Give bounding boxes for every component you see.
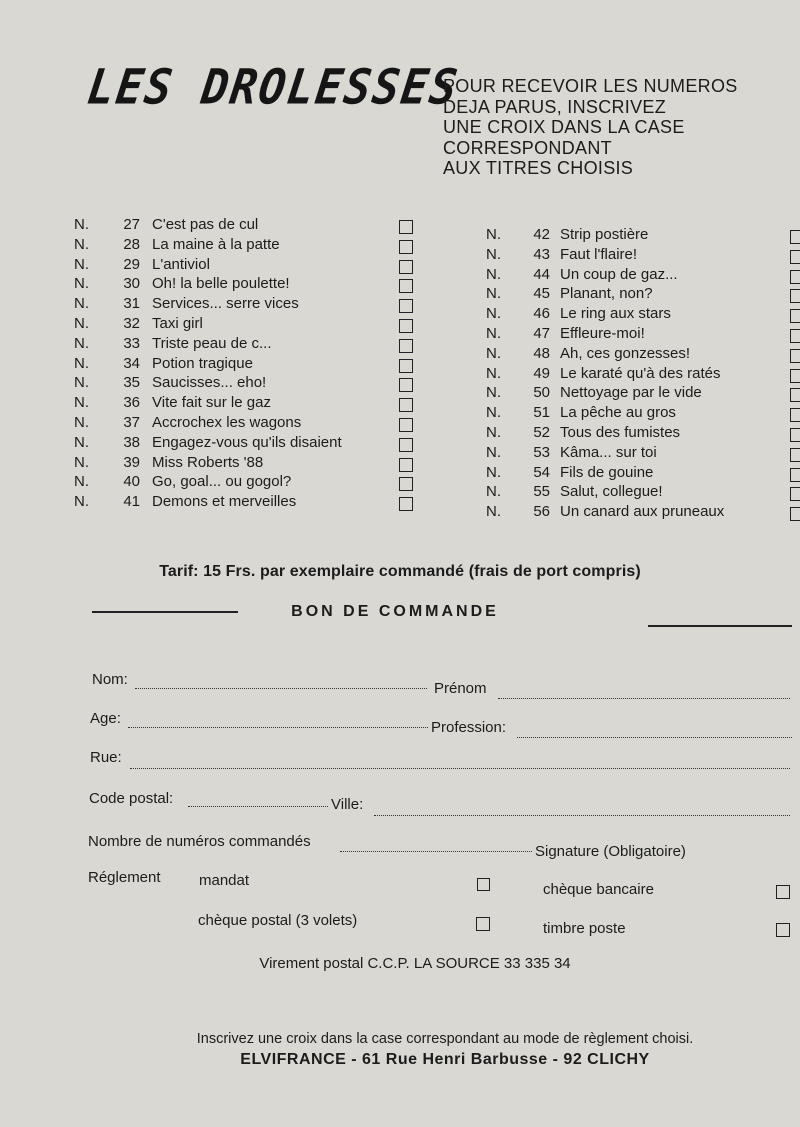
title-row [486, 483, 800, 503]
issue-number: 45 [533, 285, 550, 303]
issue-prefix: N. [486, 364, 501, 382]
issue-prefix: N. [486, 265, 501, 283]
virement-text: Virement postal C.C.P. LA SOURCE 33 335 34 [259, 955, 571, 972]
issue-number: 28 [123, 235, 140, 253]
divider [648, 625, 792, 627]
age-label: Age: [90, 710, 121, 727]
issue-number: 27 [123, 216, 140, 233]
issue-prefix: N. [74, 493, 89, 511]
issue-checkbox[interactable] [790, 230, 800, 244]
intro-text [443, 76, 793, 179]
title-row [74, 493, 414, 513]
issue-number: 41 [123, 493, 140, 511]
issue-checkbox[interactable] [399, 240, 413, 254]
issue-checkbox[interactable] [399, 339, 413, 353]
issue-prefix: N. [486, 503, 501, 521]
rue-field[interactable] [130, 768, 790, 769]
issue-prefix: N. [486, 305, 501, 323]
issue-prefix: N. [74, 433, 89, 451]
issue-prefix: N. [74, 334, 89, 352]
issue-prefix: N. [74, 295, 89, 313]
issue-number: 32 [123, 315, 140, 332]
issue-title: Nettoyage par le vide [560, 384, 702, 402]
issue-prefix: N. [486, 285, 501, 303]
issue-checkbox[interactable] [399, 418, 413, 432]
issue-checkbox[interactable] [399, 497, 413, 511]
nom-field[interactable] [135, 688, 427, 689]
intro-line: CORRESPONDANT [443, 137, 612, 158]
titles-list-left [74, 216, 414, 516]
intro-line: POUR RECEVOIR LES NUMEROS [443, 76, 738, 96]
issue-checkbox[interactable] [790, 468, 800, 482]
issue-number: 50 [533, 384, 550, 402]
reglement-label: Réglement [88, 869, 161, 886]
issue-prefix: N. [486, 483, 501, 501]
issue-title: Planant, non? [560, 285, 653, 303]
issue-checkbox[interactable] [790, 408, 800, 422]
issue-number: 37 [123, 414, 140, 431]
issue-title: La pêche au gros [560, 404, 676, 422]
issue-number: 49 [533, 364, 550, 382]
issue-checkbox[interactable] [790, 487, 800, 501]
ville-label: Ville: [331, 796, 364, 813]
issue-number: 33 [123, 334, 140, 352]
issue-number: 30 [123, 275, 140, 293]
issue-prefix: N. [486, 325, 501, 342]
issue-title: Potion tragique [152, 354, 253, 372]
title-row [486, 305, 800, 325]
issue-title: Oh! la belle poulette! [152, 275, 290, 293]
issue-checkbox[interactable] [790, 270, 800, 284]
title-row [486, 384, 800, 404]
title-row [486, 404, 800, 424]
issue-checkbox[interactable] [790, 349, 800, 363]
issue-title: Tous des fumistes [560, 424, 681, 441]
title-row [74, 256, 414, 276]
issue-prefix: N. [486, 226, 501, 243]
ville-field[interactable] [374, 815, 790, 816]
issue-number: 35 [123, 374, 140, 392]
intro-line: DEJA PARUS, INSCRIVEZ [443, 96, 667, 117]
title-row [74, 414, 414, 434]
age-field[interactable] [128, 727, 428, 728]
issue-title: Services... serre vices [152, 295, 299, 313]
issue-title: Demons et merveilles [152, 493, 297, 511]
issue-checkbox[interactable] [790, 428, 800, 442]
magazine-logo: LES DROLESSES [84, 59, 463, 116]
timbre-poste-checkbox[interactable] [776, 923, 790, 937]
issue-checkbox[interactable] [790, 369, 800, 383]
issue-number: 53 [533, 443, 550, 461]
title-row [486, 365, 800, 385]
issue-title: Strip postière [560, 226, 649, 243]
issue-checkbox[interactable] [790, 329, 800, 343]
issue-checkbox[interactable] [790, 448, 800, 462]
prenom-label: Prénom [434, 680, 487, 697]
issue-title: C'est pas de cul [152, 216, 259, 233]
issue-title: L'antiviol [152, 255, 210, 273]
issue-prefix: N. [74, 453, 89, 471]
title-row [486, 424, 800, 444]
issue-checkbox[interactable] [790, 289, 800, 303]
issue-title: Effleure-moi! [560, 325, 645, 342]
nom-label: Nom: [92, 671, 128, 688]
issue-number: 40 [123, 473, 140, 491]
issue-prefix: N. [74, 414, 89, 431]
title-row [74, 473, 414, 493]
issue-checkbox[interactable] [399, 378, 413, 392]
issue-number: 52 [533, 424, 550, 441]
issue-title: Ah, ces gonzesses! [560, 344, 691, 362]
signature-label: Signature (Obligatoire) [535, 843, 686, 860]
title-row [74, 236, 414, 256]
profession-field[interactable] [517, 737, 792, 738]
issue-checkbox[interactable] [399, 279, 413, 293]
issue-prefix: N. [74, 235, 89, 253]
title-row [486, 345, 800, 365]
mandat-label: mandat [199, 872, 250, 889]
intro-line: UNE CROIX DANS LA CASE [443, 117, 685, 137]
publisher-address: ELVIFRANCE - 61 Rue Henri Barbusse - 92 CLICHY [240, 1051, 650, 1068]
issue-number: 29 [123, 255, 140, 273]
title-row [486, 285, 800, 305]
issue-prefix: N. [486, 463, 501, 481]
issue-prefix: N. [74, 473, 89, 491]
issue-title: Go, goal... ou gogol? [152, 473, 292, 491]
footer-instruction: Inscrivez une croix dans la case correspondant au mode de règlement choisi. [196, 1031, 694, 1047]
issue-number: 56 [533, 503, 550, 521]
issue-number: 39 [123, 453, 140, 471]
issue-title: Le ring aux stars [560, 305, 671, 323]
nombre-label: Nombre de numéros commandés [88, 833, 311, 850]
prenom-field[interactable] [498, 698, 790, 699]
issue-prefix: N. [74, 255, 89, 273]
title-row [486, 444, 800, 464]
issue-number: 36 [123, 394, 140, 412]
issue-title: Vite fait sur le gaz [152, 394, 271, 412]
timbre-poste-label: timbre poste [543, 920, 626, 937]
cheque-postal-label: chèque postal (3 volets) [198, 912, 358, 929]
mandat-checkbox[interactable] [477, 878, 490, 891]
issue-title: Fils de gouine [560, 463, 654, 481]
title-row [74, 295, 414, 315]
issue-title: Miss Roberts '88 [152, 453, 264, 471]
issue-title: Kâma... sur toi [560, 443, 657, 461]
title-row [74, 434, 414, 454]
issue-number: 46 [533, 305, 550, 323]
issue-prefix: N. [486, 424, 501, 441]
title-row [486, 266, 800, 286]
issue-prefix: N. [486, 344, 501, 362]
issue-prefix: N. [74, 216, 89, 233]
issue-title: La maine à la patte [152, 235, 280, 253]
issue-prefix: N. [74, 275, 89, 293]
code-postal-label: Code postal: [89, 790, 174, 807]
title-row [486, 503, 800, 523]
issue-checkbox[interactable] [399, 319, 413, 333]
issue-prefix: N. [74, 374, 89, 392]
issue-prefix: N. [74, 354, 89, 372]
issue-number: 51 [533, 404, 550, 422]
title-row [486, 246, 800, 266]
issue-checkbox[interactable] [790, 507, 800, 521]
issue-number: 55 [533, 483, 550, 501]
issue-checkbox[interactable] [399, 359, 413, 373]
nombre-field[interactable] [340, 851, 532, 852]
issue-number: 31 [123, 295, 140, 313]
issue-number: 44 [533, 265, 550, 283]
issue-title: Engagez-vous qu'ils disaient [152, 433, 342, 451]
issue-prefix: N. [486, 384, 501, 402]
issue-checkbox[interactable] [790, 250, 800, 264]
issue-number: 43 [533, 245, 550, 263]
issue-title: Un coup de gaz... [560, 265, 678, 283]
issue-title: Accrochex les wagons [152, 414, 302, 431]
cheque-postal-checkbox[interactable] [476, 917, 490, 931]
cheque-bancaire-label: chèque bancaire [543, 881, 654, 898]
issue-number: 47 [533, 325, 550, 342]
intro-line: AUX TITRES CHOISIS [443, 158, 634, 178]
issue-checkbox[interactable] [399, 477, 413, 491]
issue-checkbox[interactable] [790, 388, 800, 402]
profession-label: Profession: [431, 719, 507, 736]
issue-prefix: N. [486, 443, 501, 461]
issue-checkbox[interactable] [399, 260, 413, 274]
issue-title: Faut l'flaire! [560, 245, 638, 263]
issue-title: Taxi girl [152, 315, 203, 332]
issue-title: Un canard aux pruneaux [560, 503, 725, 521]
rue-label: Rue: [90, 749, 122, 766]
issue-title: Saucisses... eho! [152, 374, 267, 392]
issue-prefix: N. [74, 315, 89, 332]
issue-number: 34 [123, 354, 140, 372]
title-row [74, 216, 414, 236]
issue-prefix: N. [486, 404, 501, 422]
title-row [486, 464, 800, 484]
title-row [486, 325, 800, 345]
issue-checkbox[interactable] [399, 458, 413, 472]
title-row [486, 226, 800, 246]
issue-number: 48 [533, 344, 550, 362]
issue-checkbox[interactable] [399, 220, 413, 234]
issue-number: 38 [123, 433, 140, 451]
issue-title: Salut, collegue! [560, 483, 663, 501]
order-form-title: BON DE COMMANDE [291, 603, 499, 620]
issue-checkbox[interactable] [399, 438, 413, 452]
title-row [74, 315, 414, 335]
issue-title: Triste peau de c... [152, 334, 272, 352]
title-row [74, 335, 414, 355]
issue-number: 42 [533, 226, 550, 243]
issue-checkbox[interactable] [399, 398, 413, 412]
title-row [74, 454, 414, 474]
issue-title: Le karaté qu'à des ratés [560, 364, 721, 382]
title-row [74, 374, 414, 394]
title-row [74, 355, 414, 375]
cheque-bancaire-checkbox[interactable] [776, 885, 790, 899]
issue-prefix: N. [74, 394, 89, 412]
title-row [74, 394, 414, 414]
issue-prefix: N. [486, 245, 501, 263]
tarif-text: Tarif: 15 Frs. par exemplaire commandé (frais de port compris) [159, 563, 641, 580]
title-row [74, 275, 414, 295]
issue-checkbox[interactable] [399, 299, 413, 313]
code-postal-field[interactable] [188, 806, 328, 807]
titles-list-right [486, 226, 800, 526]
issue-number: 54 [533, 463, 550, 481]
issue-checkbox[interactable] [790, 309, 800, 323]
